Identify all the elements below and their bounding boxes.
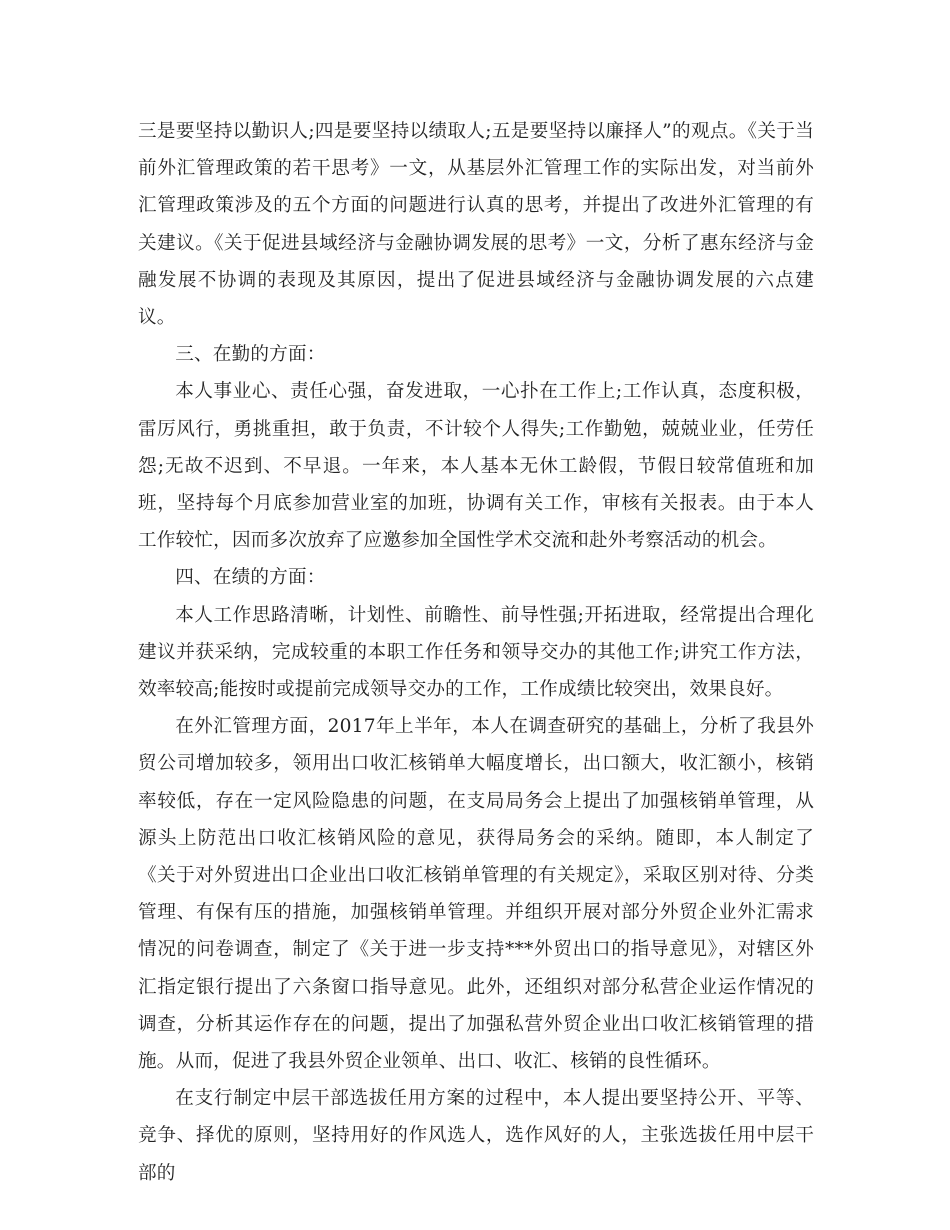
paragraph-diligence: 本人事业心、责任心强，奋发进取，一心扑在工作上;工作认真，态度积极，雷厉风行，勇挑重担，敢于负责，不计较个人得失;工作勤勉，兢兢业业，任劳任怨;无故不迟到、不早退。一年来，本人基本无休工龄假，节假日较常值班和加班，坚持每个月底参加营业室的加班，协调有关工作，审核有关报表。由于本人工作较忙，因而多次放弃了应邀参加全国性学术交流和赴外考察活动的机会。 [138,381,814,552]
section-heading-diligence: 三、在勤的方面： [175,344,326,366]
document-body [138,113,814,1192]
paragraph-cadre-selection: 在支行制定中层干部选拔任用方案的过程中，本人提出要坚持公开、平等、竞争、择优的原则，坚持用好的作风选人，选作风好的人，主张选拔任用中层干部的 [138,1088,814,1184]
paragraph-forex-management: 在外汇管理方面，2017年上半年，本人在调查研究的基础上，分析了我县外贸公司增加较多，领用出口收汇核销单大幅度增长，出口额大，收汇额小，核销率较低，存在一定风险隐患的问题，在支局局务会上提出了加强核销单管理，从源头上防范出口收汇核销风险的意见，获得局务会的采纳。随即，本人制定了《关于对外贸进出口企业出口收汇核销单管理的有关规定》，采取区别对待、分类管理、有保有压的措施，加强核销单管理。并组织开展对部分外贸企业外汇需求情况的问卷调查，制定了《关于进一步支持***外贸出口的指导意见》，对辖区外汇指定银行提出了六条窗口指导意见。此外，还组织对部分私营企业运作情况的调查，分析其运作存在的问题，提出了加强私营外贸企业出口收汇核销管理的措施。从而，促进了我县外贸企业领单、出口、收汇、核销的良性循环。 [138,716,814,1073]
paragraph-performance-summary: 本人工作思路清晰，计划性、前瞻性、前导性强;开拓进取，经常提出合理化建议并获采纳，完成较重的本职工作任务和领导交办的其他工作;讲究工作方法，效率较高;能按时或提前完成领导交办的工作，工作成绩比较突出，效果良好。 [138,604,814,701]
paragraph-continuation-articles: 三是要坚持以勤识人;四是要坚持以绩取人;五是要坚持以廉择人”的观点。《关于当前外汇管理政策的若干思考》一文，从基层外汇管理工作的实际出发，对当前外汇管理政策涉及的五个方面的问题进行认真的思考，并提出了改进外汇管理的有关建议。《关于促进县域经济与金融协调发展的思考》一文，分析了惠东经济与金融发展不协调的表现及其原因，提出了促进县域经济与金融协调发展的六点建议。 [138,121,814,329]
section-heading-performance: 四、在绩的方面： [175,567,326,589]
